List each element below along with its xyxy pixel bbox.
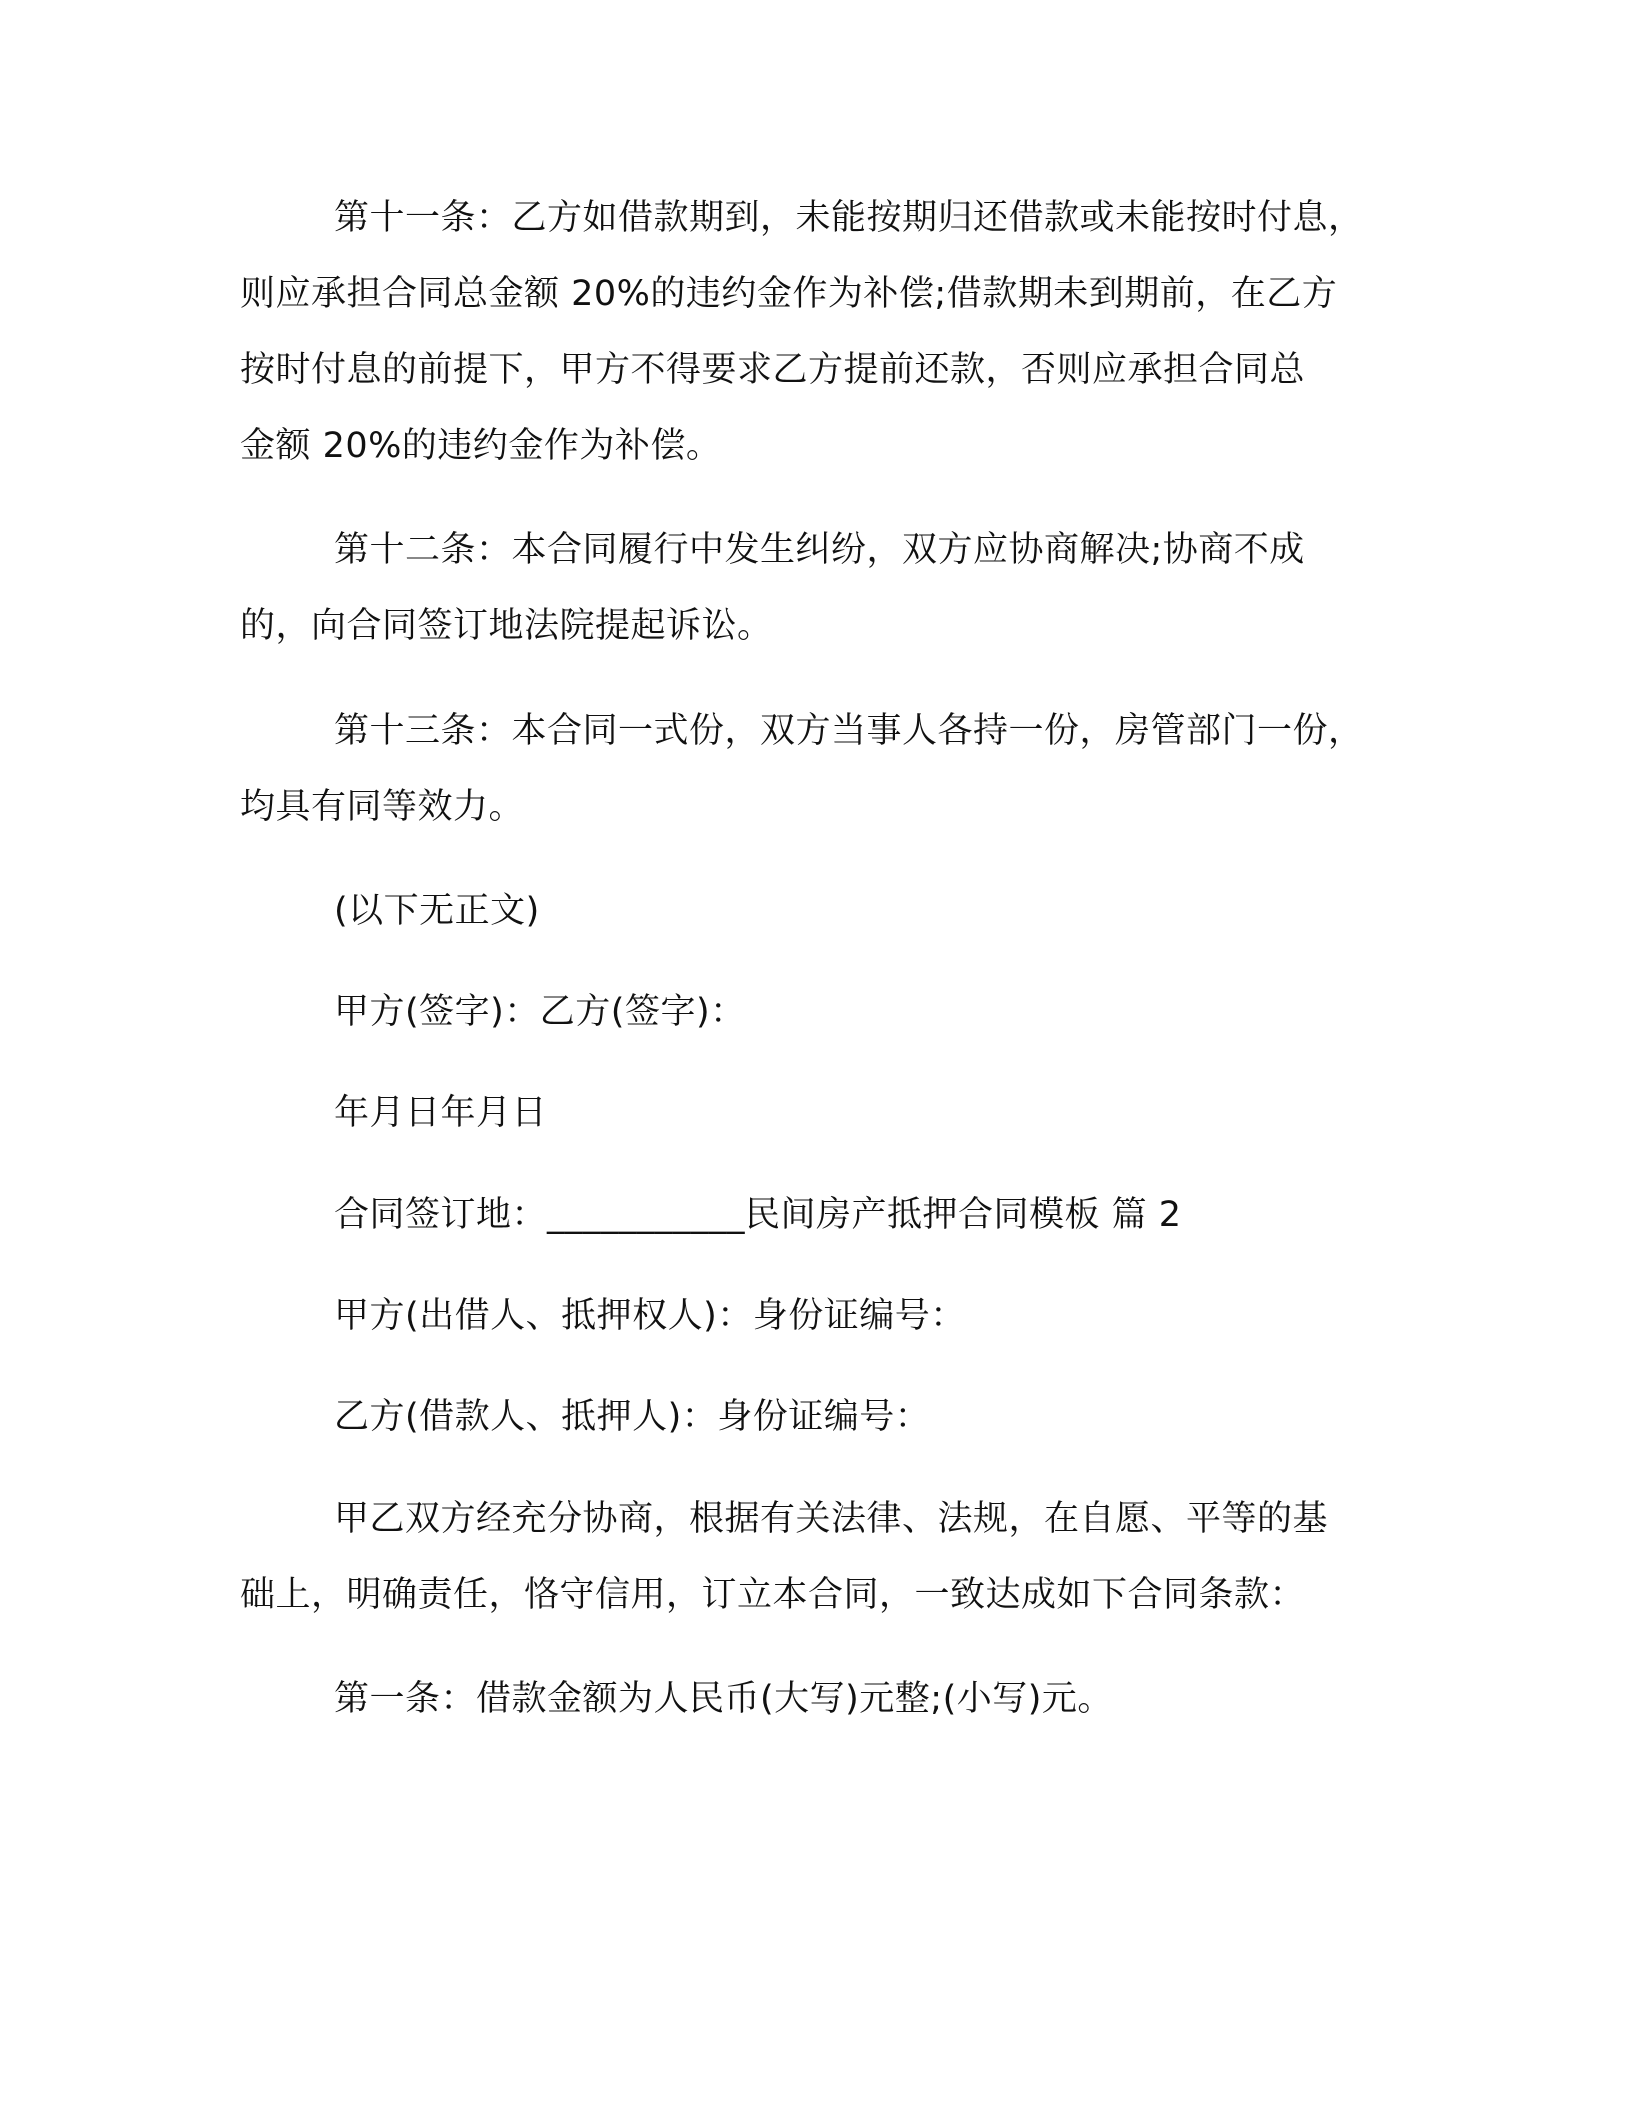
article-11-line-3: 按时付息的前提下，甲方不得要求乙方提前还款，否则应承担合同总	[240, 350, 1306, 390]
party-b: 乙方(借款人、抵押人)：身份证编号：	[334, 1397, 931, 1437]
signing-place: 合同签订地：___________民间房产抵押合同模板 篇 2	[334, 1195, 1182, 1235]
preamble-line-2: 础上，明确责任，恪守信用，订立本合同，一致达成如下合同条款：	[240, 1575, 1306, 1615]
end-note: (以下无正文)	[334, 891, 540, 931]
article-12-line-2: 的，向合同签订地法院提起诉讼。	[240, 606, 773, 646]
date-line: 年月日年月日	[334, 1093, 548, 1133]
preamble-line-1: 甲乙双方经充分协商，根据有关法律、法规，在自愿、平等的基	[334, 1499, 1329, 1539]
article-13-line-2: 均具有同等效力。	[240, 787, 525, 827]
article-1: 第一条：借款金额为人民币(大写)元整;(小写)元。	[334, 1679, 1113, 1719]
article-11-line-2: 则应承担合同总金额 20%的违约金作为补偿;借款期未到期前，在乙方	[240, 274, 1338, 314]
article-13-line-1: 第十三条：本合同一式份，双方当事人各持一份，房管部门一份，	[334, 711, 1364, 751]
article-12-line-1: 第十二条：本合同履行中发生纠纷，双方应协商解决;协商不成	[334, 530, 1305, 570]
article-11-line-4: 金额 20%的违约金作为补偿。	[240, 426, 722, 466]
article-11-line-1: 第十一条：乙方如借款期到，未能按期归还借款或未能按时付息，	[334, 198, 1364, 238]
signature-line: 甲方(签字)：乙方(签字)：	[334, 992, 746, 1032]
party-a: 甲方(出借人、抵押权人)：身份证编号：	[334, 1296, 966, 1336]
